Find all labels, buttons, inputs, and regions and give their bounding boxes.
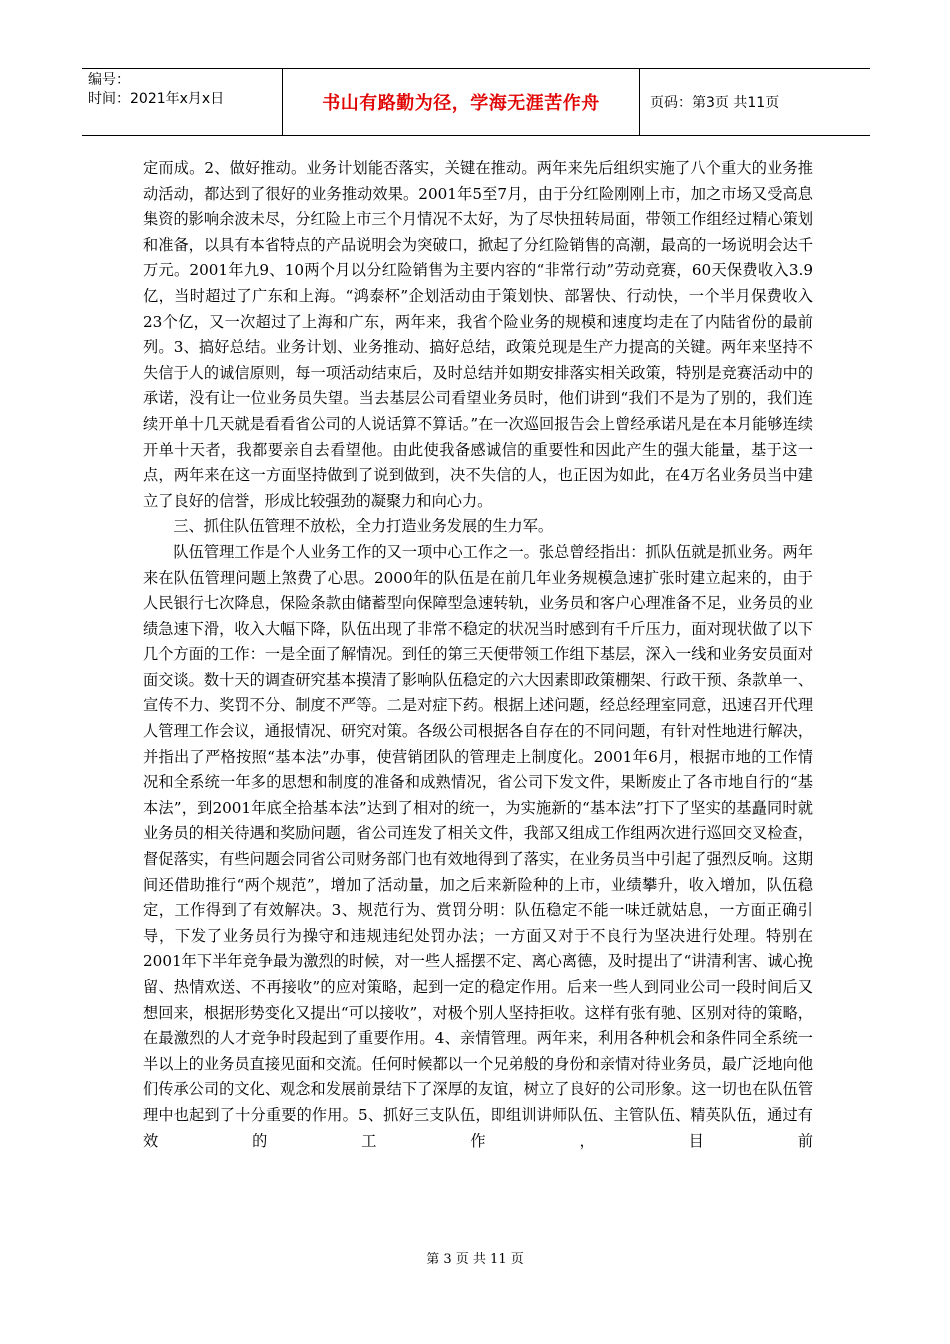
document-body <box>143 156 813 1154</box>
paragraph-1: 定而成。2、做好推动。业务计划能否落实，关键在推动。两年来先后组织实施了八个重大的业务推动活动，都达到了很好的业务推动效果。2001年5至7月，由于分红险刚刚上市，加之市场又受高息集资的影响余波未尽，分红险上市三个月情况不太好，为了尽快扭转局面，带领工作组经过精心策划和准备，以具有本省特点的产品说明会为突破口，掀起了分红险销售的高潮，最高的一场说明会达千万元。2001年九9、10两个月以分红险销售为主要内容的“非常行动”劳动竞赛，60天保费收入3.9亿，当时超过了广东和上海。“鸿泰杯”企划活动由于策划快、部署快、行动快，一个半月保费收入23个亿，又一次超过了上海和广东，两年来，我省个险业务的规模和速度均走在了内陆省份的最前列。3、搞好总结。业务计划、业务推动、搞好总结，政策兑现是生产力提高的关键。两年来坚持不失信于人的诚信原则，每一项活动结束后，及时总结并如期安排落实相关政策，特别是竞赛活动中的承诺，没有让一位业务员失望。当去基层公司看望业务员时，他们讲到“我们不是为了别的，我们连续开单十几天就是看看省公司的人说话算不算话。”在一次巡回报告会上曾经承诺凡是在本月能够连续开单十天者，我都要亲自去看望他。由此使我备感诚信的重要性和因此产生的强大能量，基于这一点，两年来在这一方面坚持做到了说到做到，决不失信的人，也正因为如此，在4万名业务员当中建立了良好的信誉，形成比较强劲的凝聚力和向心力。 <box>143 159 813 510</box>
page-label: 页码： <box>650 95 692 111</box>
header-motto: 书山有路勤为径，学海无涯苦作舟 <box>282 69 640 135</box>
section-heading-3: 三、抓住队伍管理不放松，全力打造业务发展的生力军。 <box>173 517 554 536</box>
page-footer <box>0 1248 950 1267</box>
paragraph-3: 队伍管理工作是个人业务工作的又一项中心工作之一。张总曾经指出：抓队伍就是抓业务。两年来在队伍管理问题上煞费了心思。2000年的队伍是在前几年业务规模急速扩张时建立起来的，由于人民银行七次降息，保险条款由储蓄型向保障型急速转轨，业务员和客户心理准备不足，业务员的业绩急速下滑，收入大幅下降，队伍出现了非常不稳定的状况当时感到有千斤压力，面对现状做了以下几个方面的工作：一是全面了解情况。到任的第三天便带领工作组下基层，深入一线和业务安员面对面交谈。数十天的调查研究基本摸清了影响队伍稳定的六大因素即政策棚架、行政干预、条款单一、宣传不力、奖罚不分、制度不严等。二是对症下药。根据上述问题，经总经理室同意，迅速召开代理人管理工作会议，通报情况、研究对策。各级公司根据各自存在的不同问题，有针对性地进行解决，并指出了严格按照“基本法”办事，使营销团队的管理走上制度化。2001年6月，根据市地的工作情况和全系统一年多的思想和制度的准备和成熟情况，省公司下发文件，果断废止了各市地自行的“基本法”，到2001年底全拾基本法”达到了相对的统一，为实施新的“基本法”打下了坚实的基矗同时就业务员的相关待遇和奖励问题，省公司连发了相关文件，我部又组成工作组两次进行巡回交叉检查，督促落实，有些问题会同省公司财务部门也有效地得到了落实，在业务员当中引起了强烈反响。这期间还借助推行“两个规范”，增加了活动量，加之后来新险种的上市，业绩攀升，收入增加，队伍稳定，工作得到了有效解决。3、规范行为、赏罚分明：队伍稳定不能一味迁就姑息，一方面正确引导，下发了业务员行为操守和违规违纪处罚办法；一方面又对于不良行为坚决进行处理。特别在2001年下半年竞争最为激烈的时候，对一些人摇摆不定、离心离德，及时提出了“讲清利害、诚心挽留、热情欢送、不再接收”的应对策略，起到一定的稳定作用。后来一些人到同业公司一段时间后又想回来，根据形势变化又提出“可以接收”，对极个别人坚持拒收。这样有张有驰、区别对待的策略，在最激烈的人才竞争时段起到了重要作用。4、亲情管理。两年来，利用各种机会和条件同全系统一半以上的业务员直接见面和交流。任何时候都以一个兄弟般的身份和亲情对待业务员，最广泛地向他们传承公司的文化、观念和发展前景结下了深厚的友谊，树立了良好的公司形象。这一切也在队伍管理中也起到了十分重要的作用。5、抓好三支队伍，即组训讲师队伍、主管队伍、精英队伍，通过有效的工作，目前 <box>143 542 813 1150</box>
page-header <box>82 68 870 136</box>
document-time-label: 时间：2021年x月x日 <box>88 91 225 107</box>
page-total: 共11页 <box>733 95 780 111</box>
header-page-number <box>640 69 870 135</box>
page-current: 第3页 <box>692 95 729 111</box>
header-info <box>82 69 282 135</box>
document-number-label: 编号： <box>88 72 130 88</box>
footer-page-number: 第 3 页 共 11 页 <box>426 1252 524 1267</box>
